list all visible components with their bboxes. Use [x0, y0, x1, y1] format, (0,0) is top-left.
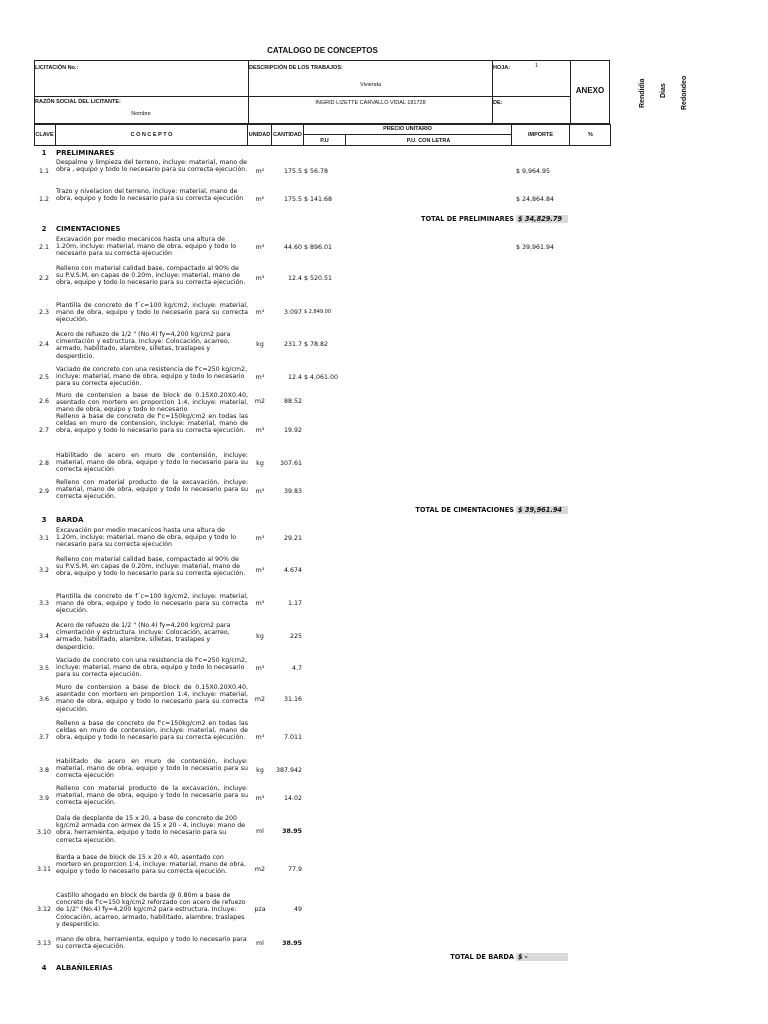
- item-unit-price: $ 78.82: [304, 341, 329, 348]
- item-description: Acero de refuezo de 1/2 " (No.4) fy=4,200 kg/cm2 para cimentación y estructura. Incluye: Colocación, acarreo, armado, habilitado, alambre, silletas, traslapes y desperdicio.: [56, 331, 231, 360]
- item-number: 1.2: [38, 196, 49, 203]
- table-row: [0, 758, 640, 784]
- item-unit: kg: [256, 341, 264, 348]
- item-unit: ml: [256, 828, 264, 835]
- item-amount: $ 39,961.94: [516, 244, 555, 251]
- item-quantity: 307.61: [279, 460, 302, 467]
- item-quantity: 7.011: [283, 734, 302, 741]
- item-unit: kg: [256, 767, 264, 774]
- section-total-label: TOTAL DE PRELIMINARES: [421, 215, 514, 223]
- section-number: 3: [41, 516, 47, 524]
- item-description: Relleno con material calidad base, compactado al 90% de su P.V.S.M, en capas de 0.20m, incluye: material, mano de obra, equipo y todo lo necesario para su correcta ejecución.: [56, 556, 246, 578]
- item-quantity: 387.942: [275, 767, 302, 774]
- item-description: Habilitado de acero en muro de contensión, incluye: material, mano de obra, equipo y todo lo necesario para su correcta ejecución: [56, 758, 248, 780]
- item-quantity: 39.83: [283, 488, 302, 495]
- item-number: 3.4: [38, 633, 49, 640]
- section-number: 1: [41, 149, 47, 157]
- col-cantidad: CANTIDAD: [272, 124, 304, 146]
- item-description: Barda a base de block de 15 x 20 x 40, asentado con mortero en proporcion 1:4, incluye: material, mano de obra, equipo y todo lo necesario para su correcta ejecución.: [56, 854, 246, 876]
- item-description: Plantilla de concreto de f´c=100 kg/cm2, incluye: material, mano de obra, equipo y todo lo necesario para su correcta ejecución.: [56, 593, 248, 615]
- item-unit: m²: [255, 196, 265, 203]
- table-row: [0, 785, 640, 811]
- section-name: PRELIMINARES: [56, 149, 115, 157]
- item-number: 3.3: [38, 600, 49, 607]
- table-row: [0, 527, 640, 555]
- item-unit-price: $ 141.68: [304, 196, 333, 203]
- table-row: [0, 392, 640, 413]
- de-label: DE:: [493, 100, 503, 106]
- table-row: [0, 657, 640, 683]
- item-quantity: 44.60: [283, 244, 302, 251]
- section-name: CIMENTACIONES: [56, 225, 121, 233]
- anexo-label: ANEXO: [575, 86, 605, 95]
- item-unit: m²: [255, 168, 265, 175]
- item-description: Vaciado de concreto con una resistencia de f'c=250 kg/cm2, incluye: material, mano de obra, equipo y todo lo necesario para su correcta ejecución.: [56, 366, 248, 388]
- table-row: [0, 188, 640, 215]
- item-unit: m2: [254, 696, 266, 703]
- section-name: ALBAÑILERIAS: [56, 964, 113, 972]
- item-unit: m³: [255, 374, 265, 381]
- item-unit: m³: [255, 488, 265, 495]
- table-row: [0, 556, 640, 591]
- item-quantity: 175.5: [283, 168, 302, 175]
- section-number: 4: [41, 964, 47, 972]
- item-quantity: 225: [289, 633, 302, 640]
- item-number: 3.8: [38, 767, 49, 774]
- item-quantity: 12.4: [287, 374, 302, 381]
- side-label-redondeo: Redondeo: [681, 75, 688, 110]
- item-unit: m2: [254, 398, 266, 405]
- table-row: [0, 331, 640, 366]
- document-title: CATALOGO DE CONCEPTOS: [267, 46, 378, 55]
- item-quantity: 19.92: [283, 427, 302, 434]
- item-quantity: 3.097: [283, 309, 302, 316]
- item-description: Despalme y limpieza del terreno, incluye: material, mano de obra , equipo y todo lo necesario para su correcta ejecución.: [56, 159, 248, 174]
- item-number: 2.9: [38, 488, 49, 495]
- item-quantity: 231.7: [283, 341, 302, 348]
- item-description: Acero de refuezo de 1/2 " (No.4) fy=4,200 kg/cm2 para cimentación y estructura. Incluye: Colocación, acarreo, armado, habilitado, alambre, silletas, traslapes y desperdicio.: [56, 622, 231, 651]
- item-quantity: 1.17: [287, 600, 302, 607]
- col-clave: CLAVE: [34, 124, 56, 146]
- section-total-label: TOTAL DE CIMENTACIONES: [415, 506, 514, 514]
- item-number: 3.13: [36, 940, 52, 947]
- side-label-rendidia: Rendidia: [639, 78, 646, 108]
- item-quantity: 31.16: [283, 696, 302, 703]
- header-divider: [34, 96, 571, 97]
- item-quantity: 38.95: [282, 940, 302, 947]
- item-description: Relleno con material calidad base, compactado al 90% de su P.V.S.M, en capas de 0.20m, incluye: material, mano de obra, equipo y todo lo necesario para su correcta ejecución.: [56, 265, 246, 287]
- item-number: 2.3: [38, 309, 49, 316]
- item-number: 2.8: [38, 460, 49, 467]
- item-description: Dala de desplante de 15 x 20, a base de concreto de 200 kg/cm2 armada con armex de 15 x 20 - 4, incluye: mano de obra, herramienta, equipo y todo lo necesario para su correcta ejecución.: [56, 815, 246, 844]
- item-amount: $ 9,964.95: [516, 168, 551, 175]
- item-quantity: 4.7: [291, 665, 302, 672]
- item-description: Relleno a base de concreto de f'c=150kg/cm2 en todas las celdas en muro de contension, incluye: material, mano de obra, equipo y todo lo necesario para su correcta ejecución.: [56, 413, 248, 435]
- item-quantity: 4.674: [283, 567, 302, 574]
- item-description: Relleno con material producto de la excavación, incluye: material, mano de obra, equipo y todo lo necesario para su correcta ejecución.: [56, 479, 248, 501]
- item-quantity: 88.52: [283, 398, 302, 405]
- hoja-value: 1: [535, 63, 539, 69]
- item-unit: m³: [255, 795, 265, 802]
- razon-value: Nombre: [131, 111, 151, 117]
- item-unit: m2: [254, 866, 266, 873]
- table-row: [0, 815, 640, 851]
- licitante-name: INGRID LIZETTE CARVALLO VIDAL 181728: [315, 100, 426, 106]
- item-unit: m³: [255, 665, 265, 672]
- item-quantity: 175.5: [283, 196, 302, 203]
- item-description: Excavación por medio mecanicos hasta una altura de 1.20m, incluye: material, mano de obra, equipo y todo lo necesario para su correcta ejecución: [56, 527, 237, 549]
- item-description: Muro de contension a base de block de 0.15X0.20X0.40, asentado con mortero en proporcion 1:4, incluye: material, mano de obra, equipo y todo lo necesario: [56, 392, 248, 413]
- item-description: Relleno a base de concreto de f'c=150kg/cm2 en todas las celdas en muro de contension, incluye: material, mano de obra, equipo y todo lo necesario para su correcta ejecución.: [56, 720, 248, 742]
- item-unit: m³: [255, 427, 265, 434]
- item-number: 3.1: [38, 535, 49, 542]
- item-number: 3.9: [38, 795, 49, 802]
- col-pu-letra: P.U. CON LETRA: [346, 135, 512, 146]
- item-unit-price: $ 56.78: [304, 168, 329, 175]
- item-unit: m³: [255, 600, 265, 607]
- item-description: Habilitado de acero en muro de contensión, incluye: material, mano de obra, equipo y todo lo necesario para su correcta ejecución: [56, 452, 248, 474]
- item-unit: m³: [255, 535, 265, 542]
- item-unit: m³: [255, 244, 265, 251]
- item-number: 1.1: [38, 168, 49, 175]
- razon-label: RAZÓN SOCIAL DEL LICITANTE:: [35, 99, 121, 105]
- table-row: [0, 593, 640, 619]
- item-number: 3.2: [38, 567, 49, 574]
- col-precio-unitario: PRECIO UNITARIO: [304, 124, 512, 135]
- table-row: [0, 265, 640, 300]
- item-number: 2.4: [38, 341, 49, 348]
- licitacion-label: LICITACIÓN No.:: [35, 65, 79, 71]
- item-number: 3.6: [38, 696, 49, 703]
- item-number: 2.1: [38, 244, 49, 251]
- table-row: [0, 302, 640, 328]
- table-row: [0, 854, 640, 889]
- col-pu: P.U: [304, 135, 346, 146]
- item-quantity: 12.4: [287, 275, 302, 282]
- item-quantity: 14.02: [283, 795, 302, 802]
- table-row: [0, 236, 640, 264]
- item-unit-price: $ 520.51: [304, 275, 333, 282]
- item-description: Castillo ahogado en block de barda @ 0.80m a base de concreto de f'c=150 kg/cm2 reforzado con acero de refuezo de 1/2" (No.4) fy=4,200 kg/cm2 para estructura. Incluye: Colocación, acarreo, armado, habilitado, alambre, traslapes y desperdicio.: [56, 892, 246, 928]
- col-importe: IMPORTE: [512, 124, 570, 146]
- descripcion-label: DESCRIPCIÓN DE LOS TRABAJOS:: [249, 65, 343, 71]
- section-total-value: $ -: [516, 953, 568, 961]
- table-row: [0, 366, 640, 392]
- col-pct: %: [588, 132, 593, 138]
- descripcion-value: Vivienda: [360, 82, 381, 88]
- table-row: [0, 452, 640, 478]
- item-description: Muro de contension a base de block de 0.15X0.20X0.40, asentado con mortero en proporcion 1:4, incluye: material, mano de obra, equipo y todo lo necesario para su correcta ejecución.: [56, 684, 248, 713]
- table-row: [0, 936, 640, 952]
- item-description: Vaciado de concreto con una resistencia de f'c=250 kg/cm2, incluye: material, mano de obra, equipo y todo lo necesario para su correcta ejecución.: [56, 657, 248, 679]
- item-description: mano de obra, herramienta, equipo y todo lo necesario para su correcta ejecución.: [56, 936, 247, 951]
- item-description: Excavación por medio mecanicos hasta una altura de 1.20m, incluye: material, mano de obra, equipo y todo lo necesario para su correcta ejecución: [56, 236, 237, 258]
- item-number: 2.6: [38, 398, 49, 405]
- item-quantity: 38.95: [282, 828, 302, 835]
- item-number: 3.10: [36, 829, 52, 836]
- item-number: 3.11: [36, 866, 52, 873]
- side-label-dias: Dias: [660, 83, 667, 98]
- table-row: [0, 622, 640, 657]
- section-total-value: $ 39,961.94: [516, 506, 568, 514]
- item-unit-price: $ 2,849.00: [304, 309, 332, 315]
- item-number: 2.7: [38, 427, 49, 434]
- col-concepto: C O N C E P T O: [56, 124, 248, 146]
- col-unidad: UNIDAD: [248, 124, 272, 146]
- table-row: [0, 684, 640, 718]
- table-row: [0, 720, 640, 756]
- item-unit: m³: [255, 734, 265, 741]
- table-row: [0, 413, 640, 449]
- item-unit: ml: [256, 940, 264, 947]
- item-unit: m³: [255, 567, 265, 574]
- item-number: 3.5: [38, 665, 49, 672]
- item-description: Plantilla de concreto de f´c=100 kg/cm2, incluye: material, mano de obra, equipo y todo lo necesario para su correcta ejecución.: [56, 302, 248, 324]
- item-description: Trazo y nivelacion del terreno, incluye: material, mano de obra, equipo y todo lo necesario para su correcta ejecución: [56, 188, 244, 203]
- item-unit-price: $ 896.01: [304, 244, 333, 251]
- item-unit-price: $ 4,061.00: [304, 374, 339, 381]
- item-number: 3.7: [38, 734, 49, 741]
- section-name: BARDA: [56, 516, 84, 524]
- item-quantity: 29.21: [283, 535, 302, 542]
- section-total-label: TOTAL DE BARDA: [450, 953, 514, 961]
- item-unit: m³: [255, 275, 265, 282]
- table-row: [0, 159, 640, 186]
- item-unit: m³: [255, 309, 265, 316]
- item-number: 3.12: [36, 906, 52, 913]
- item-unit: kg: [256, 633, 264, 640]
- item-description: Relleno con material producto de la excavación, incluye: material, mano de obra, equipo y todo lo necesario para su correcta ejecución.: [56, 785, 248, 807]
- item-unit: pza: [254, 906, 266, 913]
- section-total-value: $ 34,829.79: [516, 215, 568, 223]
- item-number: 2.2: [38, 275, 49, 282]
- item-unit: kg: [256, 460, 264, 467]
- item-quantity: 77.9: [287, 866, 302, 873]
- hoja-label: HOJA:: [493, 65, 511, 71]
- item-quantity: 49: [293, 906, 302, 913]
- table-row: [0, 479, 640, 505]
- item-amount: $ 24,864.84: [516, 196, 555, 203]
- table-row: [0, 892, 640, 935]
- item-number: 2.5: [38, 374, 49, 381]
- section-number: 2: [41, 225, 47, 233]
